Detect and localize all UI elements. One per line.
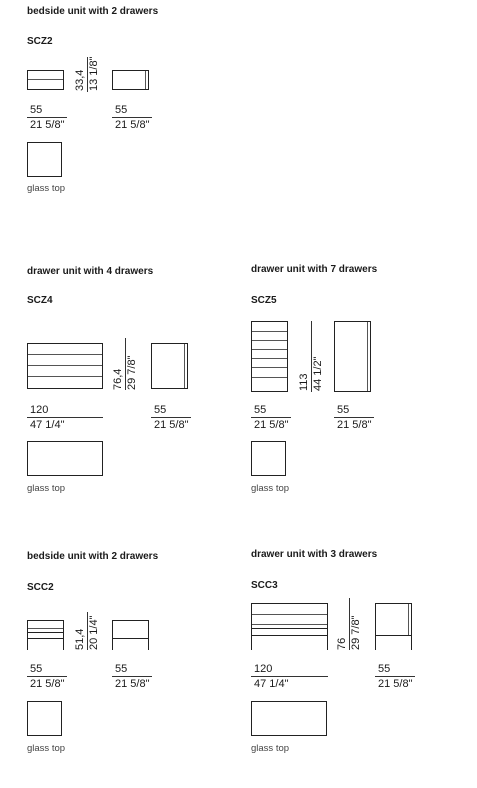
depth-cm-label: 55 [154, 404, 167, 416]
leg [112, 639, 113, 650]
side-edge-line [145, 71, 146, 89]
width-dimension-line [27, 676, 67, 677]
leg [251, 636, 252, 650]
side-view-drawing [334, 321, 371, 392]
width-in-label: 47 1/4" [30, 419, 65, 431]
side-edge-line [408, 604, 409, 635]
cabinet-body [27, 620, 64, 639]
width-cm-label: 120 [30, 404, 49, 416]
height-in-label: 20 1/4" [88, 615, 100, 650]
width-cm-label: 55 [30, 104, 43, 116]
height-cm-label: 76,4 [112, 368, 124, 390]
leg [63, 639, 64, 650]
depth-in-label: 21 5/8" [115, 119, 150, 131]
top-view-drawing [27, 441, 103, 476]
height-cm-label: 113 [298, 373, 310, 391]
section-title: drawer unit with 4 drawers [27, 266, 154, 277]
width-in-label: 21 5/8" [254, 419, 289, 431]
drawer-line [28, 376, 102, 377]
glass-top-caption: glass top [27, 183, 66, 194]
width-dimension-line [251, 676, 328, 677]
height-in-label: 44 1/2" [312, 356, 324, 391]
depth-dimension-line [151, 417, 191, 418]
side-view-drawing [151, 343, 188, 389]
product-code: SCZ4 [27, 295, 53, 306]
leg [27, 639, 28, 650]
drawer-line [252, 358, 287, 359]
width-cm-label: 55 [254, 404, 267, 416]
front-view-drawing [27, 620, 64, 650]
height-cm-label: 51,4 [74, 628, 86, 650]
top-view-drawing [251, 701, 327, 736]
glass-top-caption: glass top [251, 743, 290, 754]
side-edge-line [184, 344, 185, 388]
width-dimension-line [251, 417, 291, 418]
depth-cm-label: 55 [115, 104, 128, 116]
width-in-label: 21 5/8" [30, 678, 65, 690]
drawer-line [252, 614, 327, 615]
height-cm-label: 76 [336, 637, 348, 650]
drawer-line [252, 367, 287, 368]
depth-dimension-line [334, 417, 374, 418]
product-code: SCZ2 [27, 36, 53, 47]
drawer-line [28, 365, 102, 366]
depth-in-label: 21 5/8" [337, 419, 372, 431]
product-code: SCC3 [251, 580, 278, 591]
front-view-drawing [251, 321, 288, 392]
drawer-line [252, 624, 327, 625]
width-cm-label: 55 [30, 663, 43, 675]
depth-in-label: 21 5/8" [378, 678, 413, 690]
drawer-line [28, 628, 63, 629]
depth-dimension-line [112, 117, 152, 118]
width-in-label: 47 1/4" [254, 678, 289, 690]
front-view-drawing [251, 603, 328, 650]
side-view-drawing [375, 603, 412, 650]
leg [411, 636, 412, 650]
drawer-line [28, 354, 102, 355]
product-code: SCC2 [27, 582, 54, 593]
drawer-line [28, 79, 63, 80]
front-view-drawing [27, 343, 103, 389]
cabinet-body [375, 603, 412, 636]
height-in-label: 29 7/8" [126, 355, 138, 390]
section-title: drawer unit with 7 drawers [251, 264, 378, 275]
top-view-drawing [27, 142, 62, 177]
frame-line [251, 628, 328, 629]
width-in-label: 21 5/8" [30, 119, 65, 131]
side-edge-line [367, 322, 368, 391]
glass-top-caption: glass top [27, 743, 66, 754]
height-in-label: 13 1/8" [88, 56, 100, 91]
depth-dimension-line [112, 676, 152, 677]
leg [148, 639, 149, 650]
cabinet-body [251, 603, 328, 636]
width-cm-label: 120 [254, 663, 273, 675]
depth-cm-label: 55 [337, 404, 350, 416]
leg [375, 636, 376, 650]
height-cm-label: 33,4 [74, 69, 86, 91]
front-view-drawing [27, 70, 64, 90]
section-title: drawer unit with 3 drawers [251, 549, 378, 560]
top-view-drawing [27, 701, 62, 736]
frame-line [27, 632, 64, 633]
height-in-label: 29 7/8" [350, 615, 362, 650]
depth-cm-label: 55 [115, 663, 128, 675]
depth-cm-label: 55 [378, 663, 391, 675]
depth-in-label: 21 5/8" [115, 678, 150, 690]
product-code: SCZ5 [251, 295, 277, 306]
width-dimension-line [27, 117, 67, 118]
leg [327, 636, 328, 650]
top-view-drawing [251, 441, 286, 476]
section-title: bedside unit with 2 drawers [27, 551, 159, 562]
depth-in-label: 21 5/8" [154, 419, 189, 431]
drawer-line [252, 340, 287, 341]
section-title: bedside unit with 2 drawers [27, 6, 159, 17]
depth-dimension-line [375, 676, 415, 677]
width-dimension-line [27, 417, 103, 418]
glass-top-caption: glass top [27, 483, 66, 494]
side-view-drawing [112, 620, 149, 650]
drawer-line [252, 377, 287, 378]
side-view-drawing [112, 70, 149, 90]
drawer-line [252, 331, 287, 332]
glass-top-caption: glass top [251, 483, 290, 494]
drawer-line [252, 349, 287, 350]
cabinet-body [112, 620, 149, 639]
